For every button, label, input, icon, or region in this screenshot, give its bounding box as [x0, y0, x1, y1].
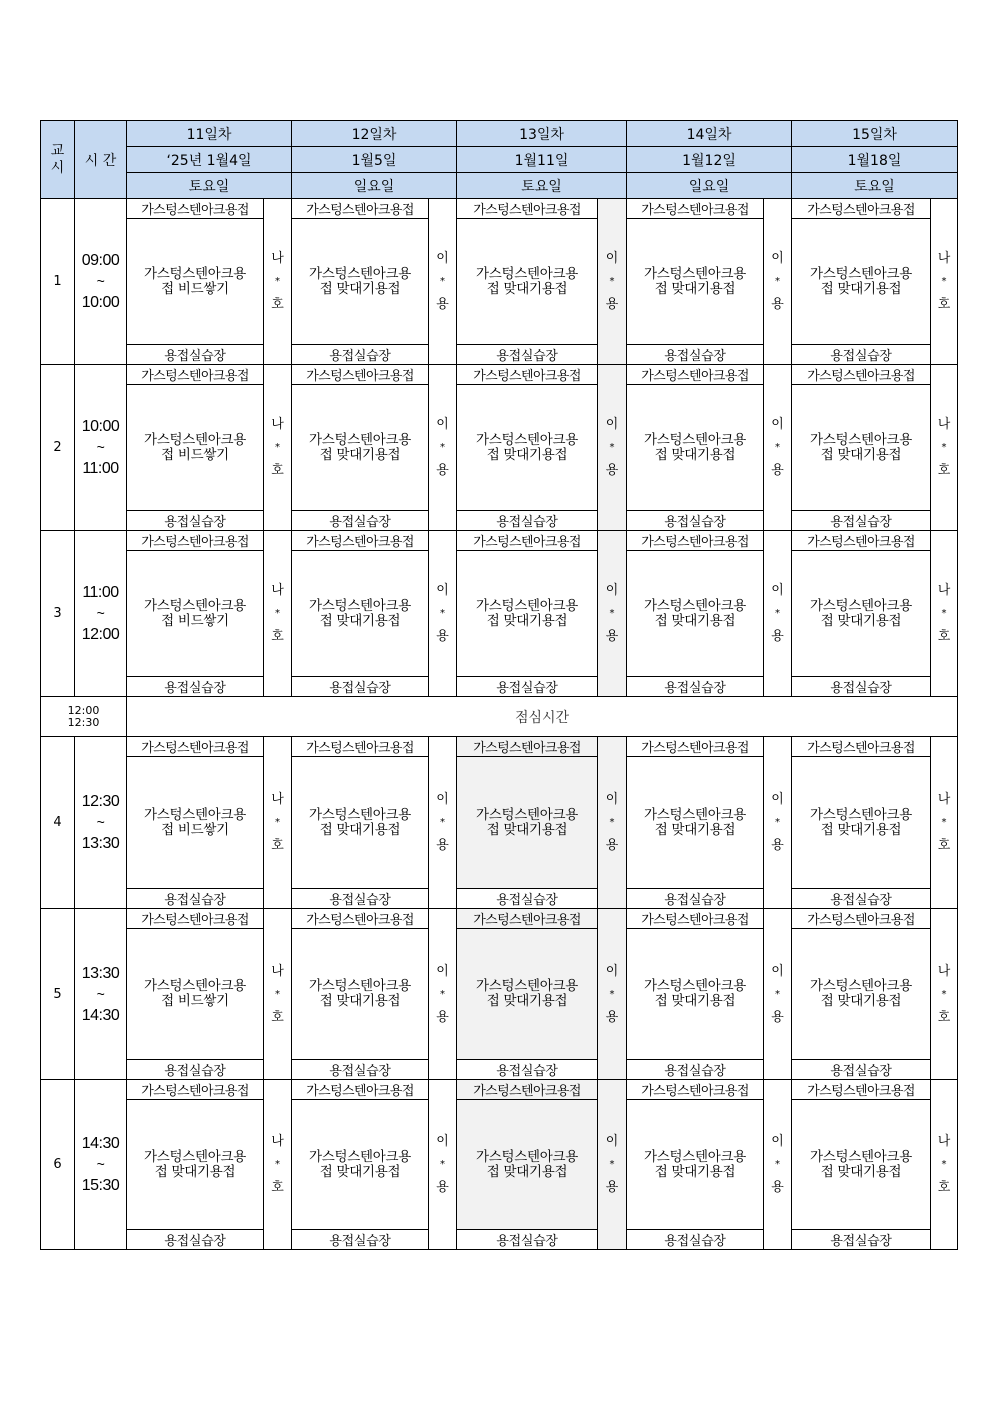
location-label: 용접실습장 [127, 1230, 264, 1250]
location-label: 용접실습장 [292, 889, 429, 909]
lunch-time [41, 697, 127, 737]
lesson-topic: 가스텅스텐아크용 접 맞대기용접 [292, 551, 429, 677]
lesson-topic: 가스텅스텐아크용 접 맞대기용접 [792, 219, 931, 345]
subject-label: 가스텅스텐아크용접 [457, 199, 598, 219]
instructor-name: 이 * 용 [598, 737, 627, 909]
lesson-topic: 가스텅스텐아크용 접 맞대기용접 [457, 757, 598, 889]
instructor-name: 이 * 용 [764, 531, 792, 697]
period-time [75, 737, 127, 909]
time-end: 15:30 [81, 1177, 120, 1194]
instructor-name: 나 * 호 [931, 909, 958, 1080]
day-header: 14일차 [627, 121, 792, 147]
time-start: 10:00 [81, 418, 120, 435]
instructor-name: 이 * 용 [429, 737, 457, 909]
instructor-name: 이 * 용 [764, 737, 792, 909]
date-header: 1월12일 [627, 147, 792, 173]
date-header: 1월18일 [792, 147, 958, 173]
subject-label: 가스텅스텐아크용접 [627, 909, 764, 929]
subject-label: 가스텅스텐아크용접 [457, 531, 598, 551]
period-time [75, 909, 127, 1080]
instructor-name: 이 * 용 [598, 909, 627, 1080]
lesson-topic: 가스텅스텐아크용 접 맞대기용접 [292, 385, 429, 511]
location-label: 용접실습장 [792, 511, 931, 531]
instructor-name: 이 * 용 [429, 1080, 457, 1250]
time-tilde: ~ [96, 814, 105, 830]
instructor-name: 이 * 용 [429, 199, 457, 365]
location-label: 용접실습장 [292, 1230, 429, 1250]
day-header: 15일차 [792, 121, 958, 147]
lesson-topic: 가스텅스텐아크용 접 맞대기용접 [457, 385, 598, 511]
subject-label: 가스텅스텐아크용접 [127, 199, 264, 219]
weekday-header: 토요일 [792, 173, 958, 199]
instructor-name: 이 * 용 [764, 365, 792, 531]
location-label: 용접실습장 [292, 1060, 429, 1080]
time-tilde: ~ [96, 1156, 105, 1172]
lesson-topic: 가스텅스텐아크용 접 맞대기용접 [292, 929, 429, 1060]
location-label: 용접실습장 [457, 1230, 598, 1250]
lesson-topic: 가스텅스텐아크용 접 비드쌓기 [127, 385, 264, 511]
location-label: 용접실습장 [627, 511, 764, 531]
instructor-name: 이 * 용 [764, 1080, 792, 1250]
subject-label: 가스텅스텐아크용접 [792, 531, 931, 551]
subject-label: 가스텅스텐아크용접 [457, 737, 598, 757]
subject-label: 가스텅스텐아크용접 [627, 199, 764, 219]
subject-label: 가스텅스텐아크용접 [792, 199, 931, 219]
subject-label: 가스텅스텐아크용접 [127, 737, 264, 757]
time-end: 10:00 [81, 294, 120, 311]
location-label: 용접실습장 [292, 677, 429, 697]
location-label: 용접실습장 [792, 677, 931, 697]
location-label: 용접실습장 [792, 889, 931, 909]
location-label: 용접실습장 [292, 511, 429, 531]
lesson-topic: 가스텅스텐아크용 접 맞대기용접 [792, 757, 931, 889]
instructor-name: 나 * 호 [264, 1080, 292, 1250]
instructor-name: 나 * 호 [264, 909, 292, 1080]
time-end: 11:00 [82, 460, 119, 477]
lunch-label: 점심시간 [127, 697, 958, 737]
lesson-topic: 가스텅스텐아크용 접 맞대기용접 [457, 1100, 598, 1230]
subject-label: 가스텅스텐아크용접 [627, 365, 764, 385]
instructor-name: 이 * 용 [764, 199, 792, 365]
lesson-topic: 가스텅스텐아크용 접 비드쌓기 [127, 219, 264, 345]
period-number: 4 [41, 737, 75, 909]
location-label: 용접실습장 [627, 1060, 764, 1080]
time-tilde: ~ [96, 605, 105, 621]
subject-label: 가스텅스텐아크용접 [292, 1080, 429, 1100]
instructor-name: 나 * 호 [931, 365, 958, 531]
lesson-topic: 가스텅스텐아크용 접 맞대기용접 [457, 929, 598, 1060]
lesson-topic: 가스텅스텐아크용 접 맞대기용접 [457, 551, 598, 677]
time-tilde: ~ [96, 439, 105, 455]
period-time [75, 1080, 127, 1250]
subject-label: 가스텅스텐아크용접 [457, 365, 598, 385]
time-start: 09:00 [81, 252, 120, 269]
subject-label: 가스텅스텐아크용접 [792, 1080, 931, 1100]
instructor-name: 이 * 용 [764, 909, 792, 1080]
date-header: 1월11일 [457, 147, 627, 173]
day-header: 11일차 [127, 121, 292, 147]
subject-label: 가스텅스텐아크용접 [292, 199, 429, 219]
lesson-topic: 가스텅스텐아크용 접 맞대기용접 [792, 1100, 931, 1230]
subject-label: 가스텅스텐아크용접 [292, 365, 429, 385]
lesson-topic: 가스텅스텐아크용 접 맞대기용접 [792, 929, 931, 1060]
instructor-name: 이 * 용 [429, 365, 457, 531]
lesson-topic: 가스텅스텐아크용 접 맞대기용접 [127, 1100, 264, 1230]
period-number: 3 [41, 531, 75, 697]
lesson-topic: 가스텅스텐아크용 접 맞대기용접 [292, 219, 429, 345]
time-start: 11:00 [82, 584, 119, 601]
location-label: 용접실습장 [627, 889, 764, 909]
location-label: 용접실습장 [627, 677, 764, 697]
day-header: 12일차 [292, 121, 457, 147]
lesson-topic: 가스텅스텐아크용 접 맞대기용접 [627, 385, 764, 511]
subject-label: 가스텅스텐아크용접 [792, 909, 931, 929]
instructor-name: 나 * 호 [264, 199, 292, 365]
period-header: 교 시 [41, 121, 75, 199]
instructor-name: 이 * 용 [598, 1080, 627, 1250]
lesson-topic: 가스텅스텐아크용 접 맞대기용접 [627, 929, 764, 1060]
subject-label: 가스텅스텐아크용접 [292, 531, 429, 551]
time-start: 12:30 [81, 793, 120, 810]
subject-label: 가스텅스텐아크용접 [792, 365, 931, 385]
weekday-header: 일요일 [292, 173, 457, 199]
instructor-name: 이 * 용 [598, 531, 627, 697]
lesson-topic: 가스텅스텐아크용 접 맞대기용접 [792, 385, 931, 511]
location-label: 용접실습장 [292, 345, 429, 365]
lesson-topic: 가스텅스텐아크용 접 비드쌓기 [127, 757, 264, 889]
time-tilde: ~ [96, 273, 105, 289]
subject-label: 가스텅스텐아크용접 [792, 737, 931, 757]
location-label: 용접실습장 [627, 345, 764, 365]
lesson-topic: 가스텅스텐아크용 접 맞대기용접 [792, 551, 931, 677]
lesson-topic: 가스텅스텐아크용 접 맞대기용접 [627, 1100, 764, 1230]
lesson-topic: 가스텅스텐아크용 접 비드쌓기 [127, 551, 264, 677]
instructor-name: 이 * 용 [429, 909, 457, 1080]
subject-label: 가스텅스텐아크용접 [627, 1080, 764, 1100]
subject-label: 가스텅스텐아크용접 [127, 909, 264, 929]
lesson-topic: 가스텅스텐아크용 접 맞대기용접 [627, 757, 764, 889]
location-label: 용접실습장 [127, 511, 264, 531]
subject-label: 가스텅스텐아크용접 [292, 909, 429, 929]
location-label: 용접실습장 [127, 677, 264, 697]
lunch-end: 12:30 [67, 715, 100, 729]
subject-label: 가스텅스텐아크용접 [127, 365, 264, 385]
location-label: 용접실습장 [127, 345, 264, 365]
date-header: ‘25년 1월4일 [127, 147, 292, 173]
location-label: 용접실습장 [792, 1060, 931, 1080]
period-number: 1 [41, 199, 75, 365]
location-label: 용접실습장 [127, 889, 264, 909]
date-header: 1월5일 [292, 147, 457, 173]
instructor-name: 나 * 호 [264, 531, 292, 697]
schedule-table [40, 120, 958, 1250]
subject-label: 가스텅스텐아크용접 [127, 1080, 264, 1100]
subject-label: 가스텅스텐아크용접 [627, 531, 764, 551]
subject-label: 가스텅스텐아크용접 [457, 909, 598, 929]
location-label: 용접실습장 [127, 1060, 264, 1080]
location-label: 용접실습장 [792, 345, 931, 365]
subject-label: 가스텅스텐아크용접 [292, 737, 429, 757]
location-label: 용접실습장 [627, 1230, 764, 1250]
weekday-header: 토요일 [127, 173, 292, 199]
location-label: 용접실습장 [457, 511, 598, 531]
location-label: 용접실습장 [457, 1060, 598, 1080]
subject-label: 가스텅스텐아크용접 [127, 531, 264, 551]
lesson-topic: 가스텅스텐아크용 접 맞대기용접 [627, 219, 764, 345]
period-time [75, 199, 127, 365]
instructor-name: 이 * 용 [598, 365, 627, 531]
lesson-topic: 가스텅스텐아크용 접 맞대기용접 [627, 551, 764, 677]
period-number: 6 [41, 1080, 75, 1250]
period-time [75, 531, 127, 697]
instructor-name: 나 * 호 [264, 365, 292, 531]
day-header: 13일차 [457, 121, 627, 147]
lesson-topic: 가스텅스텐아크용 접 맞대기용접 [292, 757, 429, 889]
time-header: 시 간 [75, 121, 127, 199]
location-label: 용접실습장 [457, 345, 598, 365]
period-number: 5 [41, 909, 75, 1080]
location-label: 용접실습장 [457, 677, 598, 697]
instructor-name: 이 * 용 [429, 531, 457, 697]
instructor-name: 나 * 호 [931, 737, 958, 909]
period-time [75, 365, 127, 531]
instructor-name: 나 * 호 [931, 199, 958, 365]
lesson-topic: 가스텅스텐아크용 접 맞대기용접 [292, 1100, 429, 1230]
instructor-name: 나 * 호 [264, 737, 292, 909]
time-end: 13:30 [81, 835, 120, 852]
lesson-topic: 가스텅스텐아크용 접 맞대기용접 [457, 219, 598, 345]
subject-label: 가스텅스텐아크용접 [627, 737, 764, 757]
instructor-name: 나 * 호 [931, 1080, 958, 1250]
location-label: 용접실습장 [792, 1230, 931, 1250]
time-end: 12:00 [81, 626, 120, 643]
time-tilde: ~ [96, 985, 105, 1002]
instructor-name: 나 * 호 [931, 531, 958, 697]
weekday-header: 토요일 [457, 173, 627, 199]
subject-label: 가스텅스텐아크용접 [457, 1080, 598, 1100]
lesson-topic: 가스텅스텐아크용 접 비드쌓기 [127, 929, 264, 1060]
time-start: 14:30 [81, 1135, 120, 1152]
instructor-name: 이 * 용 [598, 199, 627, 365]
location-label: 용접실습장 [457, 889, 598, 909]
lunch-start: 12:00 [67, 703, 100, 717]
time-start: 13:30 [81, 964, 120, 982]
time-end: 14:30 [81, 1006, 120, 1024]
period-number: 2 [41, 365, 75, 531]
weekday-header: 일요일 [627, 173, 792, 199]
